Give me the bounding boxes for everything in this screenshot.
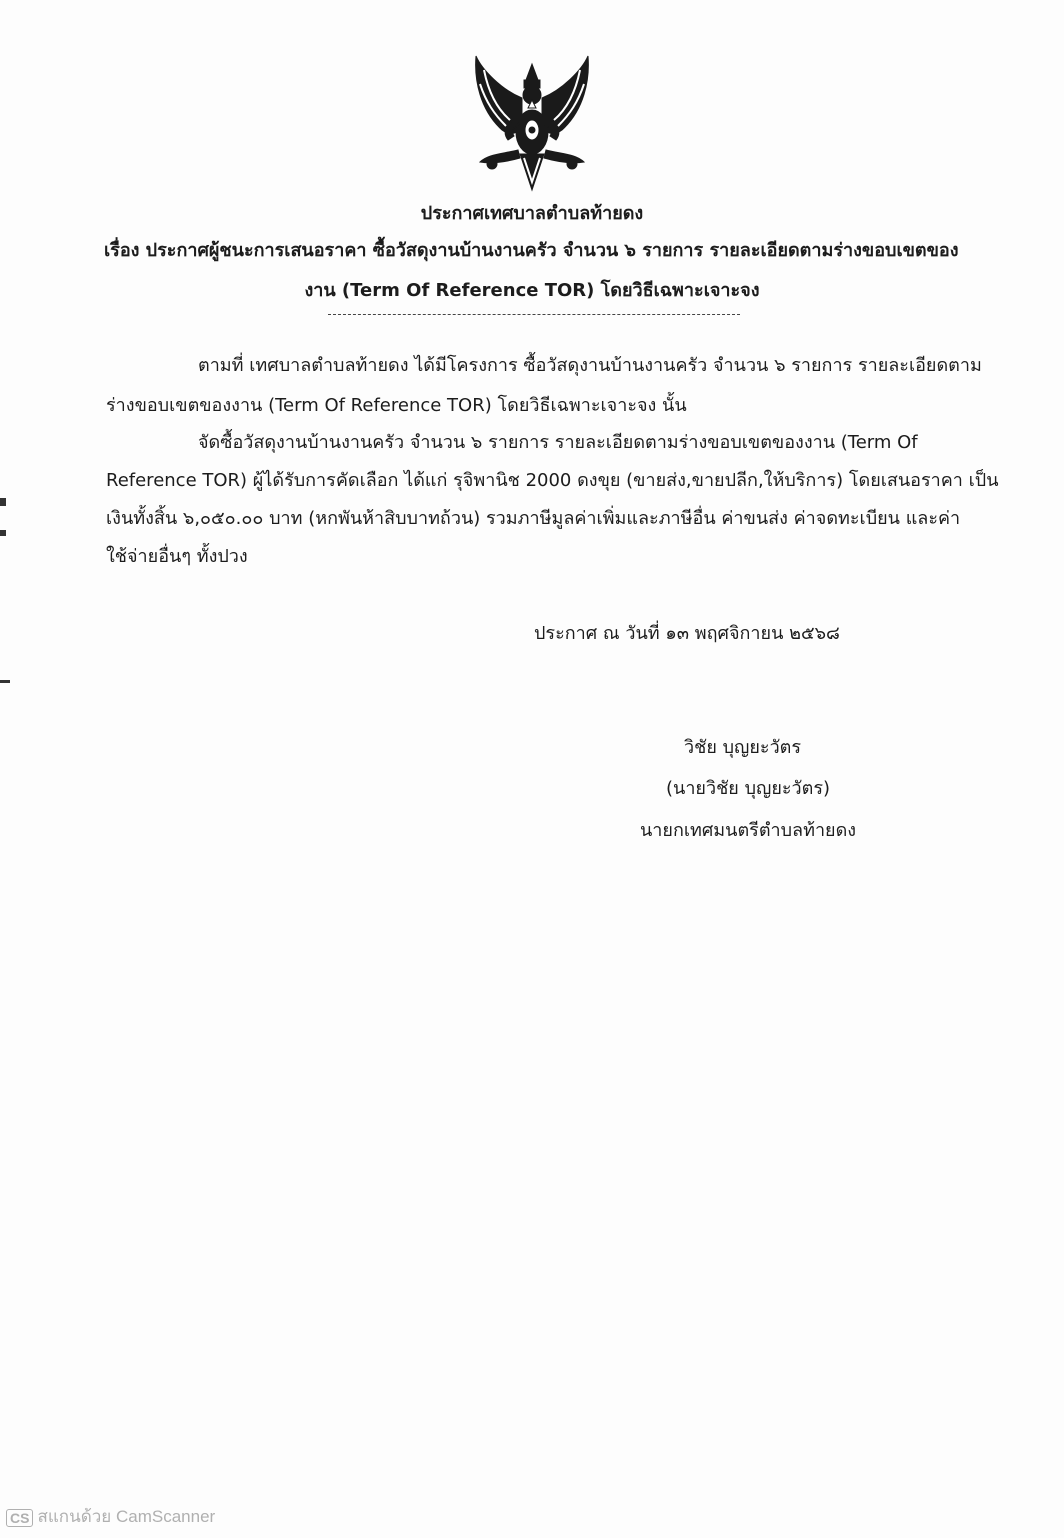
paragraph-2-line: ใช้จ่ายอื่นๆ ทั้งปวง xyxy=(106,546,248,567)
subject-line-continued: งาน (Term Of Reference TOR) โดยวิธีเฉพาะเจาะจง xyxy=(304,280,760,301)
divider-line xyxy=(328,314,740,315)
signer-position: นายกเทศมนตรีตำบลท้ายดง xyxy=(640,820,857,841)
paragraph-1-line: ตามที่ เทศบาลตำบลท้ายดง ได้มีโครงการ ซื้อวัสดุงานบ้านงานครัว จำนวน ๖ รายการ รายละเอียดตาม xyxy=(198,355,982,376)
camscanner-text: สแกนด้วย CamScanner xyxy=(37,1507,216,1526)
camscanner-logo: CS xyxy=(6,1509,33,1527)
signature-name: วิชัย บุญยะวัตร xyxy=(684,737,802,758)
paragraph-2-line: จัดซื้อวัสดุงานบ้านงานครัว จำนวน ๖ รายการ รายละเอียดตามร่างขอบเขตของงาน (Term Of xyxy=(198,432,918,453)
signer-full-name: (นายวิชัย บุญยะวัตร) xyxy=(666,778,831,799)
paragraph-2-line: เงินทั้งสิ้น ๖,๐๕๐.๐๐ บาท (หกพันห้าสิบบาทถ้วน) รวมภาษีมูลค่าเพิ่มและภาษีอื่น ค่าขนส่ง ค่าจดทะเบียน และค่า xyxy=(106,508,961,529)
camscanner-watermark xyxy=(6,1503,215,1530)
paragraph-1-line: ร่างขอบเขตของงาน (Term Of Reference TOR) โดยวิธีเฉพาะเจาะจง นั้น xyxy=(106,395,687,416)
paragraph-2-line: Reference TOR) ผู้ได้รับการคัดเลือก ได้แก่ รุจิพานิช 2000 ดงขุย (ขายส่ง,ขายปลีก,ให้บริการ) โดยเสนอราคา เป็น xyxy=(106,470,999,491)
scan-edge-mark xyxy=(0,680,10,683)
scan-edge-mark xyxy=(0,498,6,506)
subject-line: เรื่อง ประกาศผู้ชนะการเสนอราคา ซื้อวัสดุงานบ้านงานครัว จำนวน ๖ รายการ รายละเอียดตามร่างขอบเขตของ xyxy=(104,240,959,261)
announcement-date: ประกาศ ณ วันที่ ๑๓ พฤศจิกายน ๒๕๖๘ xyxy=(534,623,840,644)
garuda-emblem-icon xyxy=(462,50,602,195)
scan-edge-mark xyxy=(0,530,6,536)
announcement-title: ประกาศเทศบาลตำบลท้ายดง xyxy=(420,203,644,224)
